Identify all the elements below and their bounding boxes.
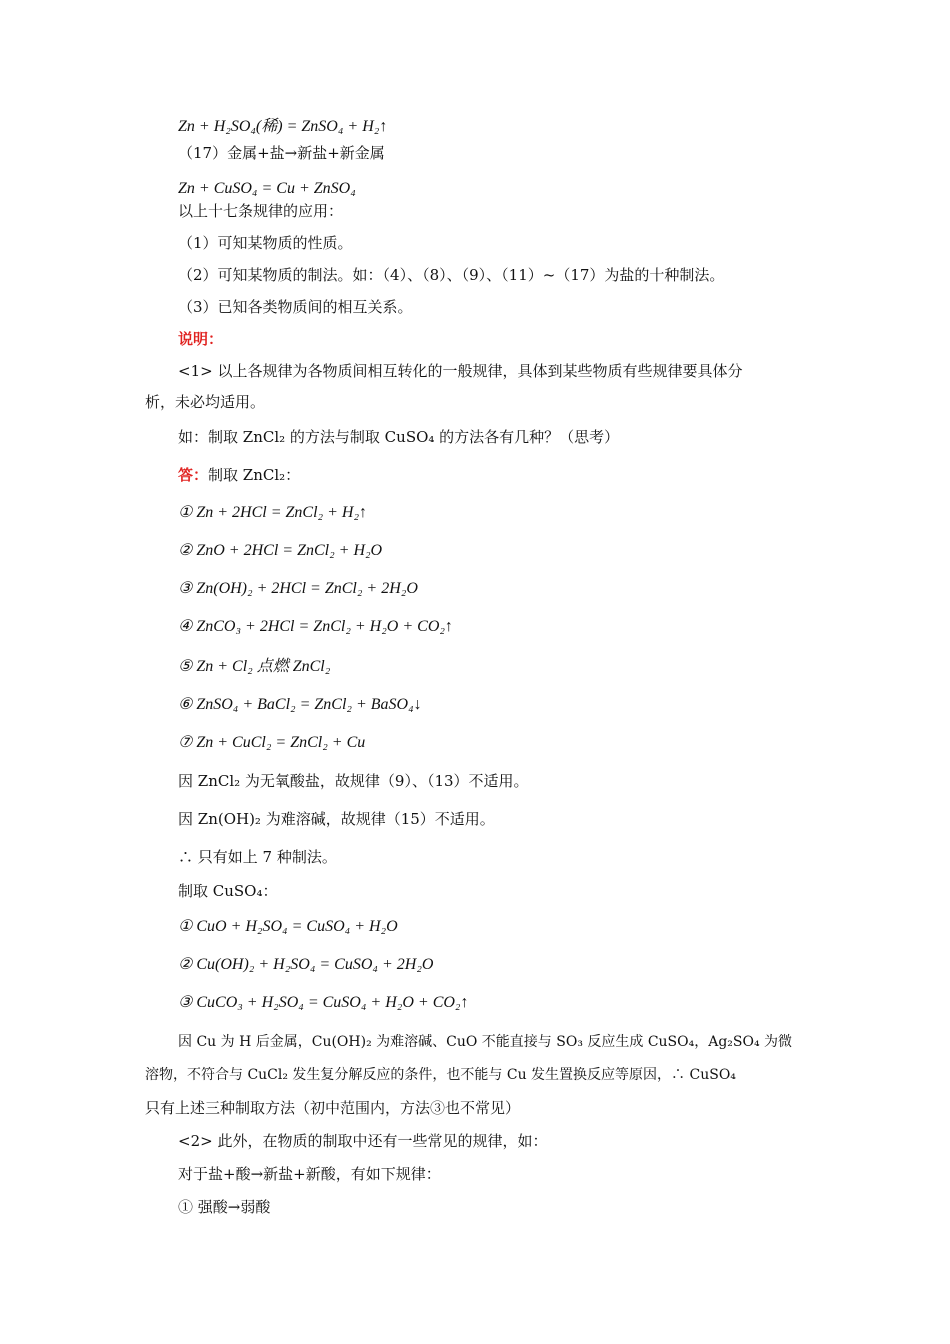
equation-zn-cuso4: Zn + CuSO₄ = Cu + ZnSO₄ xyxy=(178,180,356,197)
note-2: <2> 此外，在物质的制取中还有一些常见的规律，如： xyxy=(178,1132,548,1150)
application-1: （1）可知某物质的性质。 xyxy=(178,234,353,252)
note-1-line-1: <1> 以上各规律为各物质间相互转化的一般规律，具体到某些物质有些规律要具体分 xyxy=(178,362,743,380)
cu-method-1: ① CuO + H₂SO₄ = CuSO₄ + H₂O xyxy=(178,918,398,935)
answer-label: 答： xyxy=(178,466,209,484)
application-3: （3）已知各类物质间的相互关系。 xyxy=(178,298,413,316)
zn-method-6: ⑥ ZnSO₄ + BaCl₂ = ZnCl₂ + BaSO₄↓ xyxy=(178,696,422,713)
zn-method-7: ⑦ Zn + CuCl₂ = ZnCl₂ + Cu xyxy=(178,734,366,751)
note-1-line-2: 析，未必均适用。 xyxy=(145,393,266,411)
equation-zn-dilute-h2so4: Zn + H₂SO₄(稀) = ZnSO₄ + H₂↑ xyxy=(178,118,388,135)
cu-reason-line-3: 只有上述三种制取方法（初中范围内，方法③也不常见） xyxy=(145,1099,521,1117)
reason-zncl2: 因 ZnCl₂ 为无氧酸盐，故规律（9）、（13）不适用。 xyxy=(178,772,529,790)
cu-method-3: ③ CuCO₃ + H₂SO₄ = CuSO₄ + H₂O + CO₂↑ xyxy=(178,994,469,1011)
conclusion-7-methods: ∴ 只有如上 7 种制法。 xyxy=(178,848,337,866)
zn-method-1: ① Zn + 2HCl = ZnCl₂ + H₂↑ xyxy=(178,504,367,521)
zn-method-5: ⑤ Zn + Cl₂ 点燃 ZnCl₂ xyxy=(178,658,331,675)
cu-method-2: ② Cu(OH)₂ + H₂SO₄ = CuSO₄ + 2H₂O xyxy=(178,956,434,973)
cu-reason-line-1: 因 Cu 为 H 后金属，Cu(OH)₂ 为难溶碱、CuO 不能直接与 SO₃ 反应生成 CuSO₄，Ag₂SO₄ 为微 xyxy=(178,1034,793,1050)
rule-17: （17）金属+盐→新盐+新金属 xyxy=(178,144,385,162)
salt-acid-rule: 对于盐+酸→新盐+新酸，有如下规律： xyxy=(178,1165,441,1183)
reason-znoh2: 因 Zn(OH)₂ 为难溶碱，故规律（15）不适用。 xyxy=(178,810,495,828)
cuso4-heading: 制取 CuSO₄： xyxy=(178,882,278,900)
question: 如：制取 ZnCl₂ 的方法与制取 CuSO₄ 的方法各有几种？（思考） xyxy=(178,428,620,446)
answer-line xyxy=(178,464,300,486)
zn-method-4: ④ ZnCO₃ + 2HCl = ZnCl₂ + H₂O + CO₂↑ xyxy=(178,618,453,635)
strong-to-weak-acid: ① 强酸→弱酸 xyxy=(178,1198,271,1216)
zn-method-3: ③ Zn(OH)₂ + 2HCl = ZnCl₂ + 2H₂O xyxy=(178,580,418,597)
application-2: （2）可知某物质的制法。如：（4）、（8）、（9）、（11）~（17）为盐的十种制法。 xyxy=(178,266,725,284)
cu-reason-line-2: 溶物，不符合与 CuCl₂ 发生复分解反应的条件，也不能与 Cu 发生置换反应等原因，∴ CuSO₄ xyxy=(145,1067,736,1083)
applications-heading: 以上十七条规律的应用： xyxy=(178,202,344,220)
note-heading: 说明： xyxy=(178,330,224,348)
answer-text: 制取 ZnCl₂： xyxy=(208,466,301,484)
zn-method-2: ② ZnO + 2HCl = ZnCl₂ + H₂O xyxy=(178,542,383,559)
